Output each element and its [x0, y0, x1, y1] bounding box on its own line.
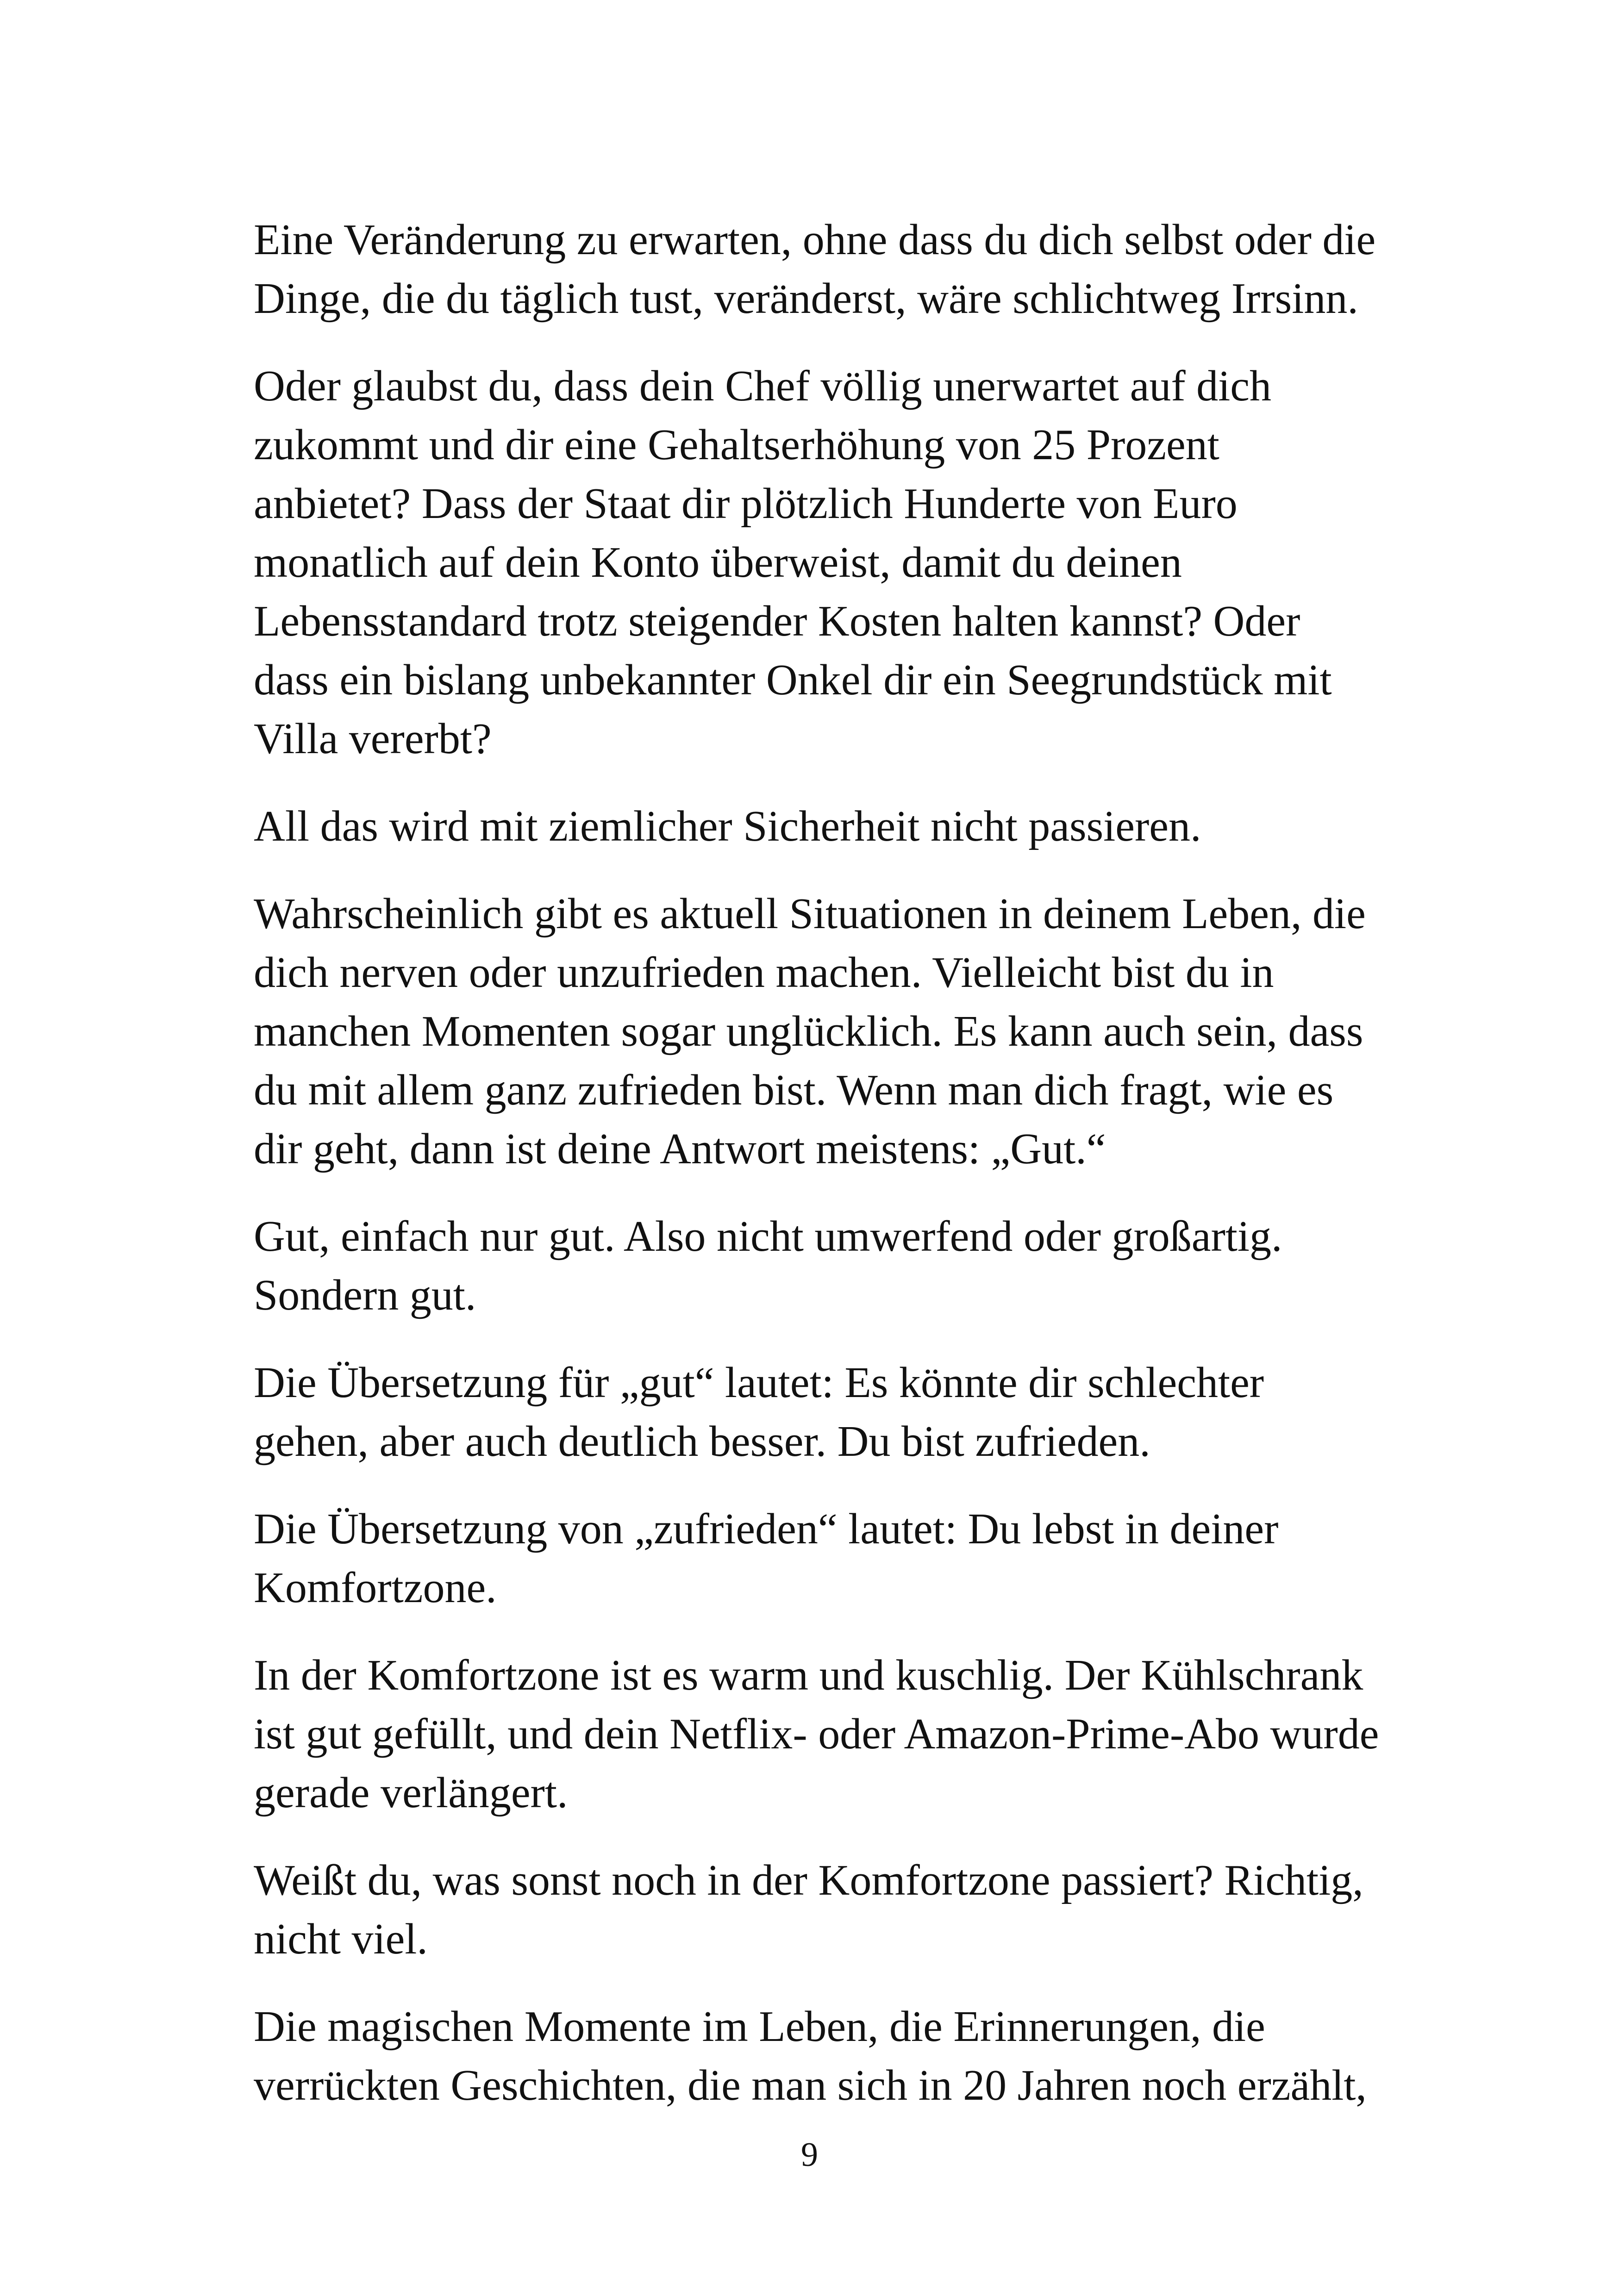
text-line: verrückten Geschichten, die man sich in 20 Jahren noch erzählt, [254, 2061, 1367, 2109]
text-line: gerade verlängert. [254, 1769, 568, 1817]
paragraph [254, 1646, 1457, 1822]
text-line: Komfortzone. [254, 1564, 497, 1612]
text-line: monatlich auf dein Konto überweist, damit du deinen [254, 538, 1182, 586]
paragraph [254, 1851, 1457, 1969]
text-line: Lebensstandard trotz steigender Kosten halten kannst? Oder [254, 597, 1300, 645]
text-line: dass ein bislang unbekannter Onkel dir ein Seegrundstück mit [254, 656, 1332, 704]
text-line: In der Komfortzone ist es warm und kuschlig. Der Kühlschrank [254, 1651, 1363, 1699]
paragraph [254, 1500, 1457, 1617]
text-line: Oder glaubst du, dass dein Chef völlig unerwartet auf dich [254, 362, 1271, 410]
text-line: nicht viel. [254, 1915, 428, 1963]
text-line: ist gut gefüllt, und dein Netflix- oder Amazon-Prime-Abo wurde [254, 1710, 1379, 1758]
paragraph [254, 1354, 1457, 1471]
text-line: Eine Veränderung zu erwarten, ohne dass du dich selbst oder die [254, 216, 1376, 264]
page-number: 9 [801, 2136, 818, 2174]
paragraph [254, 797, 1457, 856]
text-line: Die magischen Momente im Leben, die Erinnerungen, die [254, 2003, 1265, 2051]
text-line: Die Übersetzung von „zufrieden“ lautet: Du lebst in deiner [254, 1505, 1279, 1553]
paragraph [254, 885, 1457, 1179]
text-line: gehen, aber auch deutlich besser. Du bist zufrieden. [254, 1417, 1150, 1466]
text-line: Villa vererbt? [254, 715, 492, 763]
paragraph [254, 211, 1457, 328]
text-line: Gut, einfach nur gut. Also nicht umwerfend oder großartig. [254, 1212, 1282, 1260]
text-line: dich nerven oder unzufrieden machen. Vielleicht bist du in [254, 948, 1274, 997]
text-line: All das wird mit ziemlicher Sicherheit nicht passieren. [254, 802, 1201, 850]
text-line: Die Übersetzung für „gut“ lautet: Es könnte dir schlechter [254, 1359, 1264, 1407]
text-line: zukommt und dir eine Gehaltserhöhung von 25 Prozent [254, 421, 1219, 469]
text-line: Sondern gut. [254, 1271, 476, 1319]
text-line: anbietet? Dass der Staat dir plötzlich Hunderte von Euro [254, 480, 1238, 528]
text-line: manchen Momenten sogar unglücklich. Es kann auch sein, dass [254, 1007, 1363, 1055]
paragraph [254, 1207, 1457, 1325]
paragraph [254, 1997, 1457, 2115]
text-line: Dinge, die du täglich tust, veränderst, wäre schlichtweg Irrsinn. [254, 275, 1358, 323]
body-text [254, 211, 1457, 2144]
text-line: Weißt du, was sonst noch in der Komfortzone passiert? Richtig, [254, 1856, 1363, 1904]
text-line: Wahrscheinlich gibt es aktuell Situationen in deinem Leben, die [254, 890, 1366, 938]
text-line: du mit allem ganz zufrieden bist. Wenn man dich fragt, wie es [254, 1066, 1334, 1114]
text-line: dir geht, dann ist deine Antwort meistens: „Gut.“ [254, 1125, 1106, 1173]
paragraph [254, 357, 1457, 768]
